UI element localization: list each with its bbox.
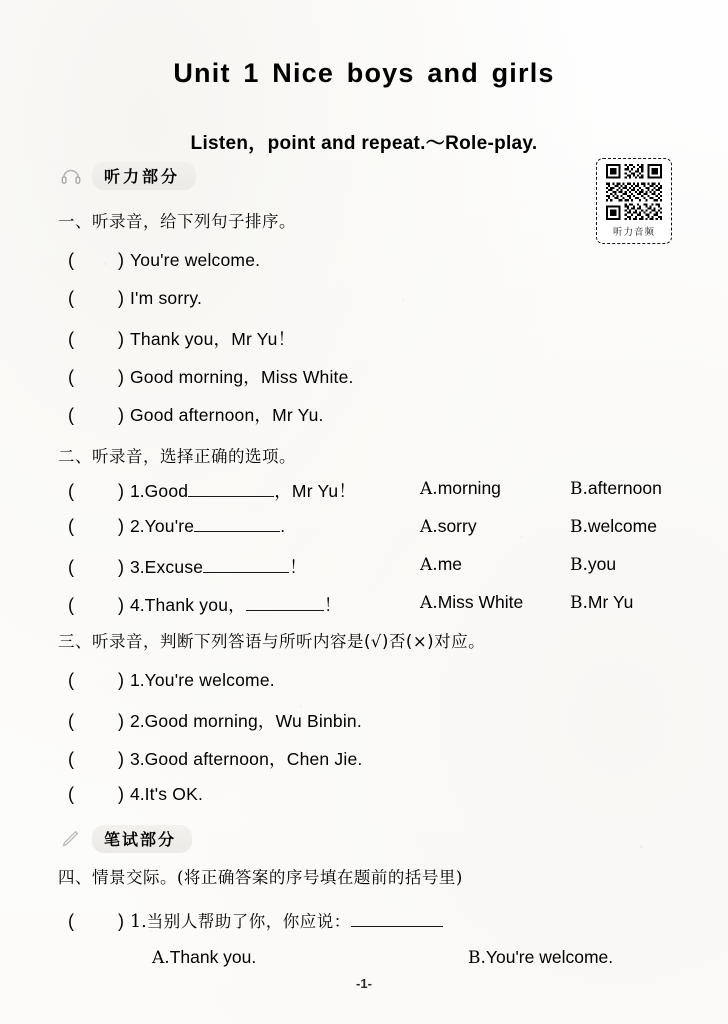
list-item[interactable]: [68, 516, 285, 537]
page-title: Unit 1 Nice boys and girls: [173, 58, 555, 88]
list-item[interactable]: [68, 746, 362, 771]
option-b-tag: B.: [570, 517, 588, 537]
option-b[interactable]: [570, 516, 657, 537]
list-item[interactable]: [68, 592, 342, 617]
answer-parenthesis[interactable]: ( ): [68, 250, 124, 270]
item-sentence: Good morning，Miss White.: [130, 367, 354, 387]
option-b-tag: B.: [570, 555, 588, 575]
answer-parenthesis[interactable]: ( ): [68, 481, 124, 501]
option-a-tag: A.: [420, 555, 438, 575]
item-sentence: I'm sorry.: [130, 288, 203, 308]
exercise-4-heading: 四、情景交际。(将正确答案的序号填在题前的括号里): [58, 868, 463, 887]
option-b-tag: B.: [570, 593, 588, 613]
list-item[interactable]: [68, 908, 443, 932]
item-sentence: You're welcome.: [144, 670, 275, 690]
list-item[interactable]: [68, 784, 203, 805]
paper-speck: [402, 299, 404, 301]
list-item[interactable]: [68, 288, 202, 309]
option-a-tag: A.: [152, 948, 170, 968]
written-section-banner: [60, 825, 192, 853]
answer-parenthesis[interactable]: ( ): [68, 595, 124, 615]
qr-label: 听力音频: [612, 227, 655, 238]
item-suffix: ，Mr Yu！: [274, 481, 357, 501]
item-sentence: Thank you，Mr Yu！: [130, 329, 296, 349]
answer-parenthesis[interactable]: ( ): [68, 516, 124, 536]
answer-parenthesis[interactable]: ( ): [68, 288, 124, 308]
item-number: 3.: [130, 557, 145, 577]
option-a[interactable]: [420, 554, 462, 575]
option-a-value: Thank you.: [169, 947, 257, 967]
option-a-tag: A.: [420, 593, 438, 613]
paper-speck: [520, 536, 523, 538]
listening-section-label: 听力部分: [92, 162, 196, 190]
option-b[interactable]: [468, 947, 613, 968]
option-a-tag: A.: [420, 517, 438, 537]
list-item[interactable]: [68, 250, 260, 271]
item-number: 2.: [130, 516, 145, 536]
item-sentence: It's OK.: [144, 784, 204, 804]
list-item[interactable]: [68, 670, 275, 691]
answer-parenthesis[interactable]: ( ): [68, 329, 124, 349]
item-number: 1.: [130, 481, 145, 501]
exercise-3-heading: 三、听录音，判断下列答语与所听内容是(√)否(×)对应。: [58, 632, 486, 651]
item-sentence: 当别人帮助了你，你应说：: [146, 912, 351, 931]
written-section-label: 笔试部分: [92, 825, 192, 853]
answer-blank[interactable]: [246, 595, 324, 611]
list-item[interactable]: [68, 402, 324, 427]
item-sentence: You're welcome.: [130, 250, 261, 270]
option-b-value: you: [587, 554, 617, 574]
option-b[interactable]: [570, 478, 662, 499]
answer-parenthesis[interactable]: ( ): [68, 711, 124, 731]
option-b-tag: B.: [570, 479, 588, 499]
answer-parenthesis[interactable]: ( ): [68, 557, 124, 577]
answer-parenthesis[interactable]: ( ): [68, 367, 124, 387]
item-number: 1.: [130, 670, 145, 690]
option-a[interactable]: [420, 478, 501, 499]
listening-audio-qr[interactable]: [596, 158, 672, 244]
item-sentence: Good afternoon，Mr Yu.: [130, 405, 324, 425]
list-item[interactable]: [68, 708, 362, 733]
option-a-value: me: [437, 554, 462, 574]
answer-blank[interactable]: [188, 481, 274, 497]
item-prefix: Excuse: [144, 557, 204, 577]
answer-parenthesis[interactable]: ( ): [68, 749, 124, 769]
option-b-value: You're welcome.: [485, 947, 614, 967]
item-suffix: .: [280, 516, 286, 536]
option-a[interactable]: [420, 516, 477, 537]
list-item[interactable]: [68, 326, 295, 351]
option-a-value: Miss White: [437, 592, 524, 612]
pencil-icon: [60, 828, 82, 850]
item-number: 2.: [130, 711, 145, 731]
exercise-1-heading: 一、听录音，给下列句子排序。: [58, 212, 296, 231]
option-a-tag: A.: [420, 479, 438, 499]
option-a-value: morning: [437, 478, 501, 498]
item-prefix: Thank you，: [144, 595, 246, 615]
answer-blank[interactable]: [194, 516, 280, 532]
item-suffix: ！: [289, 557, 307, 577]
exercise-2-heading: 二、听录音，选择正确的选项。: [58, 447, 296, 466]
option-b[interactable]: [570, 554, 616, 575]
item-suffix: ！: [323, 595, 342, 615]
page-subtitle: Listen，point and repeat.～Role-play.: [190, 133, 538, 154]
item-number: 1.: [130, 912, 147, 932]
page-number: -1-: [356, 976, 372, 991]
list-item[interactable]: [68, 364, 354, 389]
item-sentence: Good morning，Wu Binbin.: [144, 711, 362, 731]
paper-speck: [300, 705, 302, 707]
item-number: 4.: [130, 595, 145, 615]
option-b[interactable]: [570, 592, 633, 613]
answer-parenthesis[interactable]: ( ): [68, 670, 124, 690]
option-b-value: Mr Yu: [587, 592, 634, 612]
item-prefix: Good: [144, 481, 189, 501]
option-a-value: sorry: [437, 516, 477, 536]
listening-section-banner: [60, 162, 196, 190]
qr-code-icon: [602, 162, 666, 222]
option-a[interactable]: [420, 592, 523, 613]
option-b-tag: B.: [468, 948, 486, 968]
item-number: 4.: [130, 784, 145, 804]
option-a[interactable]: [152, 947, 256, 968]
list-item[interactable]: [68, 554, 307, 579]
item-number: 3.: [130, 749, 145, 769]
option-b-value: welcome: [587, 516, 657, 536]
list-item[interactable]: [68, 478, 356, 503]
item-prefix: You're: [144, 516, 195, 536]
answer-blank[interactable]: [203, 557, 289, 573]
answer-parenthesis[interactable]: ( ): [68, 784, 124, 804]
headphones-icon: [60, 165, 82, 187]
item-sentence: Good afternoon，Chen Jie.: [144, 749, 363, 769]
answer-blank[interactable]: [351, 911, 443, 927]
paper-speck: [640, 845, 643, 848]
answer-parenthesis[interactable]: ( ): [68, 911, 124, 931]
answer-parenthesis[interactable]: ( ): [68, 405, 124, 425]
option-b-value: afternoon: [587, 478, 662, 498]
